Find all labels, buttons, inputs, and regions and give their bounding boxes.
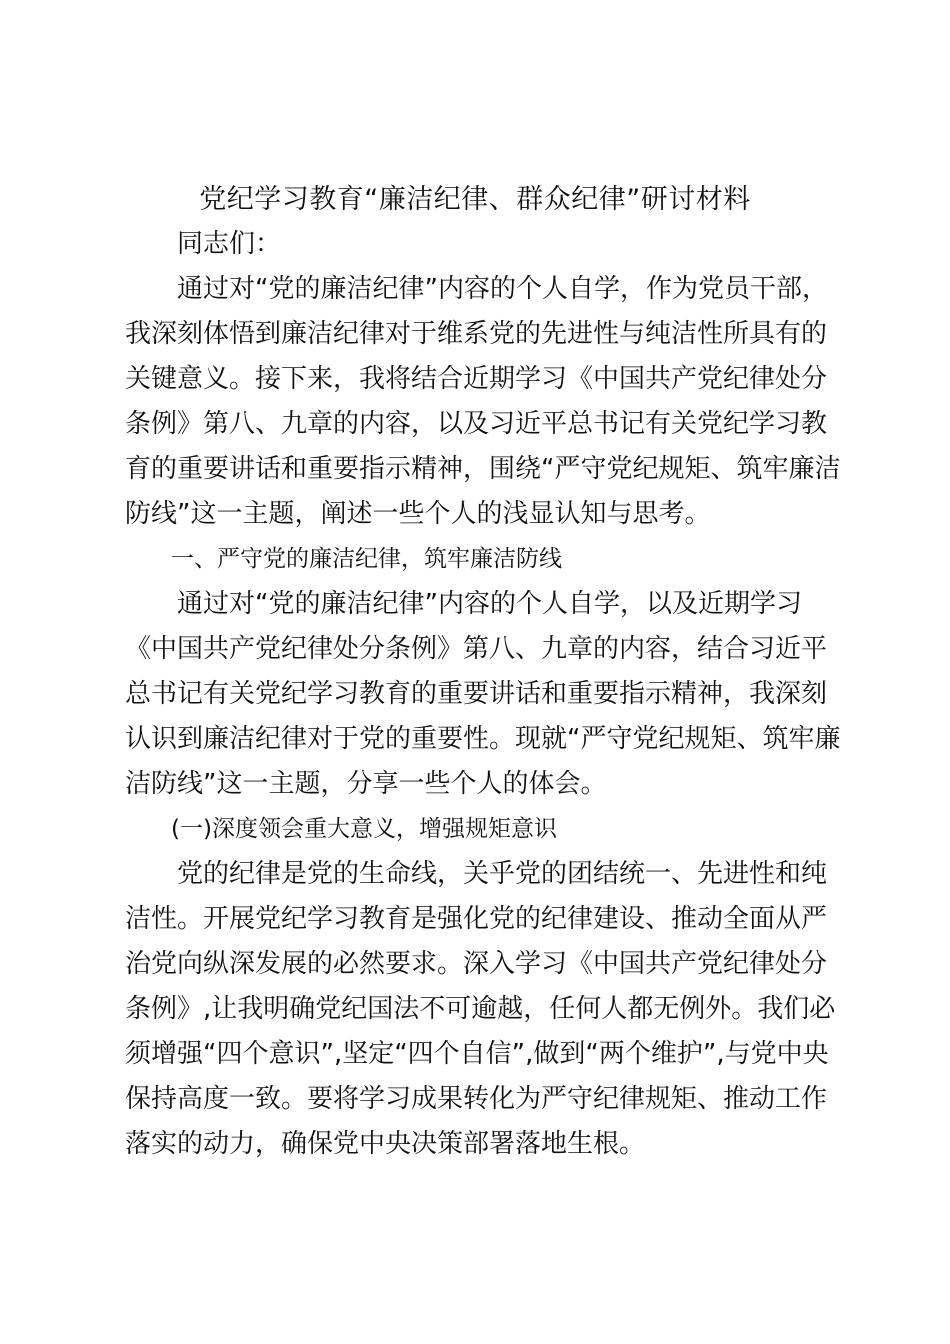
paragraph-line: 党的纪律是党的生命线，关乎党的团结统一、先进性和纯 (125, 859, 828, 889)
salutation-line: 同志们： (125, 229, 282, 259)
paragraph-line: 须增强“四个意识”,坚定“四个自信”,做到“两个维护”,与党中央 (125, 1039, 829, 1069)
paragraph-line: 防线”这一主题，阐述一些个人的浅显认知与思考。 (125, 499, 711, 529)
paragraph-line: 条例》,让我明确党纪国法不可逾越，任何人都无例外。我们必 (125, 994, 836, 1024)
paragraph-line: 认识到廉洁纪律对于党的重要性。现就“严守党纪规矩、筑牢廉 (125, 724, 841, 754)
paragraph-line: 我深刻体悟到廉洁纪律对于维系党的先进性与纯洁性所具有的 (125, 319, 828, 349)
paragraph-line: 落实的动力，确保党中央决策部署落地生根。 (125, 1129, 646, 1159)
paragraph-line: 保持高度一致。要将学习成果转化为严守纪律规矩、推动工作 (125, 1084, 828, 1114)
paragraph-line: 通过对“党的廉洁纪律”内容的个人自学，以及近期学习 (125, 589, 802, 619)
paragraph-line: 洁防线”这一主题，分享一些个人的体会。 (125, 769, 607, 799)
document-body (125, 222, 841, 1167)
section-heading: 一、严守党的廉洁纪律，筑牢廉洁防线 (125, 546, 562, 572)
paragraph-line: 治党向纵深发展的必然要求。深入学习《中国共产党纪律处分 (125, 949, 828, 979)
paragraph-line: 关键意义。接下来，我将结合近期学习《中国共产党纪律处分 (125, 364, 828, 394)
paragraph-line: 条例》第八、九章的内容，以及习近平总书记有关党纪学习教 (125, 409, 828, 439)
paragraph-line: 洁性。开展党纪学习教育是强化党的纪律建设、推动全面从严 (125, 904, 828, 934)
document-title: 党纪学习教育“廉洁纪律、群众纪律”研讨材料 (199, 184, 751, 215)
paragraph-line: 育的重要讲话和重要指示精神，围绕“严守党纪规矩、筑牢廉洁 (125, 454, 841, 484)
subsection-heading: (一)深度领会重大意义，增强规矩意识 (125, 816, 557, 842)
paragraph-line: 《中国共产党纪律处分条例》第八、九章的内容，结合习近平 (125, 634, 828, 664)
paragraph-line: 通过对“党的廉洁纪律”内容的个人自学，作为党员干部， (125, 274, 828, 304)
paragraph-line: 总书记有关党纪学习教育的重要讲话和重要指示精神，我深刻 (125, 679, 828, 709)
